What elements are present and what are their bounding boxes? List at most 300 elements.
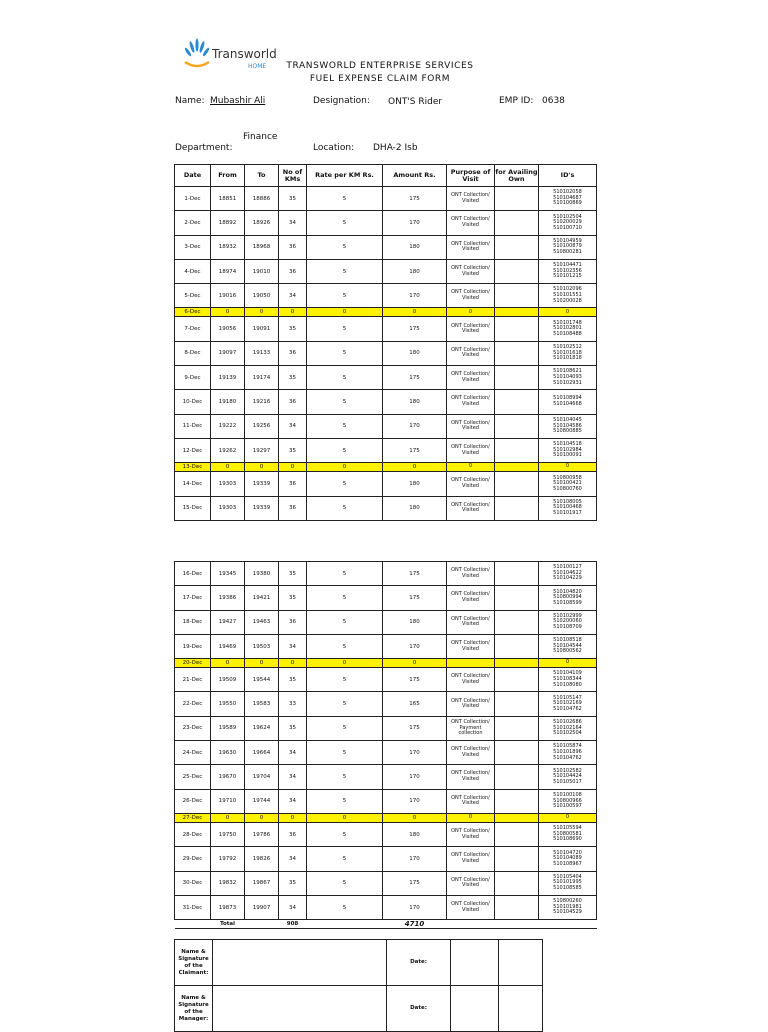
cell-date: 11-Dec <box>175 414 211 438</box>
table-row <box>175 847 597 871</box>
cell-date: 1-Dec <box>175 187 211 211</box>
cell-ids: 510102058 510104687 510100869 <box>539 187 597 211</box>
cell-own <box>495 586 539 610</box>
cell-ids: 510105874 510101896 510104762 <box>539 741 597 765</box>
cell-own <box>495 765 539 789</box>
cell-kms: 0 <box>279 308 307 317</box>
cell-rate: 5 <box>307 716 383 740</box>
cell-purpose: ONT Collection/ Visited <box>447 187 495 211</box>
cell-from: 0 <box>211 308 245 317</box>
cell-to: 19297 <box>245 438 279 462</box>
cell-rate: 5 <box>307 284 383 308</box>
cell-rate: 5 <box>307 789 383 813</box>
cell-from: 19180 <box>211 390 245 414</box>
cell-ids: 510102512 510101618 510101818 <box>539 341 597 365</box>
claimant-signature-row <box>175 940 543 986</box>
table-row <box>175 496 597 520</box>
table-1-body <box>175 187 597 521</box>
cell-amount: 170 <box>383 284 447 308</box>
cell-amount: 180 <box>383 496 447 520</box>
cell-to: 19174 <box>245 366 279 390</box>
cell-purpose: ONT Collection/ Visited <box>447 562 495 586</box>
cell-amount: 175 <box>383 586 447 610</box>
cell-own <box>495 822 539 846</box>
cell-rate: 5 <box>307 341 383 365</box>
cell-date: 14-Dec <box>175 472 211 496</box>
cell-purpose <box>447 659 495 668</box>
table-row <box>175 366 597 390</box>
manager-signature-field[interactable] <box>213 986 387 1032</box>
table-row <box>175 259 597 283</box>
table-row <box>175 765 597 789</box>
cell-from: 19630 <box>211 741 245 765</box>
cell-purpose: ONT Collection/ Visited <box>447 871 495 895</box>
cell-from: 18932 <box>211 235 245 259</box>
cell-purpose: ONT Collection/ Visited <box>447 789 495 813</box>
cell-kms: 36 <box>279 822 307 846</box>
cell-rate: 5 <box>307 496 383 520</box>
cell-rate: 5 <box>307 211 383 235</box>
table-row <box>175 235 597 259</box>
cell-amount: 180 <box>383 610 447 634</box>
cell-rate: 5 <box>307 822 383 846</box>
col-kms: No of KMs <box>279 165 307 187</box>
totals-row <box>175 920 597 929</box>
designation-label: Designation: <box>313 96 370 106</box>
cell-to: 0 <box>245 813 279 822</box>
cell-purpose: ONT Collection/ Visited <box>447 668 495 692</box>
cell-date: 17-Dec <box>175 586 211 610</box>
cell-purpose: ONT Collection/ Visited <box>447 366 495 390</box>
cell-amount: 175 <box>383 187 447 211</box>
cell-purpose: ONT Collection/ Visited <box>447 741 495 765</box>
cell-to: 19867 <box>245 871 279 895</box>
cell-from: 19589 <box>211 716 245 740</box>
cell-ids: 510102504 510200029 510100710 <box>539 211 597 235</box>
table-row <box>175 692 597 716</box>
cell-from: 19710 <box>211 789 245 813</box>
total-kms: 908 <box>279 920 307 929</box>
cell-ids: 510100127 510104622 510104229 <box>539 562 597 586</box>
cell-amount: 170 <box>383 741 447 765</box>
cell-rate: 5 <box>307 235 383 259</box>
cell-rate: 5 <box>307 668 383 692</box>
cell-from: 19222 <box>211 414 245 438</box>
table-row <box>175 211 597 235</box>
cell-amount: 170 <box>383 634 447 658</box>
cell-purpose: ONT Collection/ Visited <box>447 765 495 789</box>
emp-id-label: EMP ID: <box>499 96 534 106</box>
cell-date: 25-Dec <box>175 765 211 789</box>
table-row <box>175 822 597 846</box>
col-date: Date <box>175 165 211 187</box>
cell-from: 18892 <box>211 211 245 235</box>
col-own: for Availing Own <box>495 165 539 187</box>
cell-ids: 0 <box>539 659 597 668</box>
cell-to: 19133 <box>245 341 279 365</box>
cell-to: 0 <box>245 659 279 668</box>
cell-own <box>495 668 539 692</box>
cell-rate: 5 <box>307 871 383 895</box>
cell-kms: 35 <box>279 187 307 211</box>
form-title: FUEL EXPENSE CLAIM FORM <box>309 74 451 84</box>
cell-purpose: ONT Collection/ Visited <box>447 822 495 846</box>
cell-kms: 36 <box>279 390 307 414</box>
cell-own <box>495 366 539 390</box>
cell-kms: 35 <box>279 562 307 586</box>
cell-to: 19544 <box>245 668 279 692</box>
cell-to: 18886 <box>245 187 279 211</box>
cell-ids: 510104518 510102984 510100091 <box>539 438 597 462</box>
table-row <box>175 438 597 462</box>
cell-to: 19583 <box>245 692 279 716</box>
cell-own <box>495 259 539 283</box>
cell-rate: 0 <box>307 813 383 822</box>
cell-ids: 510104471 510102356 510101215 <box>539 259 597 283</box>
table-row <box>175 463 597 472</box>
table-2-body <box>175 562 597 920</box>
cell-ids: 510108994 510104668 <box>539 390 597 414</box>
cell-ids: 510102582 510104424 510105017 <box>539 765 597 789</box>
cell-kms: 36 <box>279 235 307 259</box>
cell-purpose: ONT Collection/ Visited <box>447 438 495 462</box>
manager-date-label: Date: <box>387 986 451 1032</box>
cell-rate: 5 <box>307 847 383 871</box>
cell-ids: 510104959 510100879 510800281 <box>539 235 597 259</box>
cell-rate: 5 <box>307 366 383 390</box>
cell-amount: 170 <box>383 211 447 235</box>
cell-from: 19139 <box>211 366 245 390</box>
table-row <box>175 586 597 610</box>
cell-own <box>495 414 539 438</box>
cell-purpose: ONT Collection/ Visited <box>447 692 495 716</box>
cell-amount: 165 <box>383 692 447 716</box>
cell-from: 19303 <box>211 472 245 496</box>
cell-rate: 0 <box>307 659 383 668</box>
table-row <box>175 789 597 813</box>
cell-amount: 175 <box>383 716 447 740</box>
cell-rate: 0 <box>307 308 383 317</box>
cell-rate: 5 <box>307 259 383 283</box>
cell-to: 0 <box>245 308 279 317</box>
cell-date: 8-Dec <box>175 341 211 365</box>
cell-own <box>495 659 539 668</box>
cell-ids: 510101748 510102801 510108488 <box>539 317 597 341</box>
table-row <box>175 341 597 365</box>
cell-to: 18968 <box>245 235 279 259</box>
cell-kms: 0 <box>279 659 307 668</box>
cell-from: 19016 <box>211 284 245 308</box>
table-row <box>175 187 597 211</box>
cell-from: 19750 <box>211 822 245 846</box>
cell-purpose: ONT Collection/ Visited <box>447 414 495 438</box>
cell-date: 31-Dec <box>175 895 211 919</box>
cell-to: 19826 <box>245 847 279 871</box>
cell-date: 15-Dec <box>175 496 211 520</box>
table-row <box>175 317 597 341</box>
cell-kms: 34 <box>279 765 307 789</box>
cell-date: 5-Dec <box>175 284 211 308</box>
cell-own <box>495 390 539 414</box>
cell-kms: 34 <box>279 284 307 308</box>
cell-rate: 0 <box>307 463 383 472</box>
cell-rate: 5 <box>307 634 383 658</box>
cell-ids: 510108518 510104544 510800562 <box>539 634 597 658</box>
cell-kms: 34 <box>279 211 307 235</box>
cell-from: 19427 <box>211 610 245 634</box>
cell-date: 20-Dec <box>175 659 211 668</box>
table-row <box>175 414 597 438</box>
cell-purpose: 0 <box>447 813 495 822</box>
cell-purpose: ONT Collection/ Visited <box>447 895 495 919</box>
cell-kms: 35 <box>279 871 307 895</box>
cell-own <box>495 789 539 813</box>
cell-amount: 180 <box>383 822 447 846</box>
cell-amount: 175 <box>383 438 447 462</box>
cell-date: 12-Dec <box>175 438 211 462</box>
cell-to: 19664 <box>245 741 279 765</box>
cell-to: 19421 <box>245 586 279 610</box>
cell-to: 19704 <box>245 765 279 789</box>
cell-kms: 34 <box>279 789 307 813</box>
cell-ids: 510105404 510101995 510108585 <box>539 871 597 895</box>
cell-amount: 170 <box>383 895 447 919</box>
col-amount: Amount Rs. <box>383 165 447 187</box>
cell-ids: 510800958 510100421 510800760 <box>539 472 597 496</box>
cell-amount: 175 <box>383 366 447 390</box>
cell-date: 18-Dec <box>175 610 211 634</box>
cell-to: 19463 <box>245 610 279 634</box>
cell-purpose: ONT Collection/ Visited <box>447 496 495 520</box>
cell-amount: 170 <box>383 847 447 871</box>
cell-amount: 170 <box>383 765 447 789</box>
cell-purpose: ONT Collection/ Visited <box>447 610 495 634</box>
cell-kms: 36 <box>279 341 307 365</box>
cell-date: 10-Dec <box>175 390 211 414</box>
table-row <box>175 284 597 308</box>
cell-own <box>495 895 539 919</box>
location-label: Location: <box>313 143 355 153</box>
cell-own <box>495 634 539 658</box>
table-row <box>175 895 597 919</box>
cell-ids: 510100108 510800966 510100597 <box>539 789 597 813</box>
cell-to: 19216 <box>245 390 279 414</box>
cell-date: 24-Dec <box>175 741 211 765</box>
cell-from: 19509 <box>211 668 245 692</box>
cell-rate: 5 <box>307 414 383 438</box>
cell-ids: 510102686 510102164 510102504 <box>539 716 597 740</box>
cell-date: 22-Dec <box>175 692 211 716</box>
col-from: From <box>211 165 245 187</box>
cell-ids: 510108621 510104093 510102931 <box>539 366 597 390</box>
cell-kms: 34 <box>279 741 307 765</box>
designation-value: ONT'S Rider <box>388 97 443 107</box>
cell-date: 4-Dec <box>175 259 211 283</box>
cell-purpose: ONT Collection/ Visited <box>447 211 495 235</box>
cell-date: 28-Dec <box>175 822 211 846</box>
cell-from: 19670 <box>211 765 245 789</box>
cell-from: 0 <box>211 659 245 668</box>
cell-from: 19345 <box>211 562 245 586</box>
cell-kms: 35 <box>279 668 307 692</box>
cell-own <box>495 463 539 472</box>
cell-own <box>495 562 539 586</box>
cell-rate: 5 <box>307 586 383 610</box>
cell-purpose: ONT Collection/ Payment collection <box>447 716 495 740</box>
table-row <box>175 390 597 414</box>
cell-amount: 175 <box>383 871 447 895</box>
cell-kms: 33 <box>279 692 307 716</box>
fuel-claim-table-1 <box>174 164 597 521</box>
cell-date: 16-Dec <box>175 562 211 586</box>
cell-own <box>495 341 539 365</box>
cell-from: 0 <box>211 463 245 472</box>
cell-rate: 5 <box>307 472 383 496</box>
cell-kms: 0 <box>279 463 307 472</box>
cell-amount: 0 <box>383 813 447 822</box>
cell-from: 19469 <box>211 634 245 658</box>
cell-own <box>495 235 539 259</box>
cell-from: 18974 <box>211 259 245 283</box>
cell-from: 19386 <box>211 586 245 610</box>
cell-own <box>495 284 539 308</box>
cell-date: 26-Dec <box>175 789 211 813</box>
cell-date: 9-Dec <box>175 366 211 390</box>
location-value: DHA-2 Isb <box>373 143 418 153</box>
cell-to: 19010 <box>245 259 279 283</box>
cell-ids: 510105147 510102169 510104762 <box>539 692 597 716</box>
cell-kms: 35 <box>279 366 307 390</box>
cell-kms: 35 <box>279 438 307 462</box>
cell-own <box>495 692 539 716</box>
cell-purpose: ONT Collection/ Visited <box>447 634 495 658</box>
total-amount: 4710 <box>383 920 447 929</box>
cell-from: 19097 <box>211 341 245 365</box>
col-to: To <box>245 165 279 187</box>
cell-amount: 180 <box>383 235 447 259</box>
cell-rate: 5 <box>307 390 383 414</box>
cell-own <box>495 317 539 341</box>
cell-kms: 34 <box>279 414 307 438</box>
total-label: Total <box>211 920 245 929</box>
cell-to: 19786 <box>245 822 279 846</box>
name-value: Mubashir Ali <box>210 96 266 106</box>
cell-to: 19744 <box>245 789 279 813</box>
cell-date: 30-Dec <box>175 871 211 895</box>
cell-rate: 5 <box>307 765 383 789</box>
cell-kms: 36 <box>279 259 307 283</box>
cell-amount: 175 <box>383 317 447 341</box>
cell-kms: 36 <box>279 472 307 496</box>
cell-to: 18926 <box>245 211 279 235</box>
cell-amount: 175 <box>383 562 447 586</box>
cell-to: 19380 <box>245 562 279 586</box>
cell-amount: 170 <box>383 414 447 438</box>
cell-date: 7-Dec <box>175 317 211 341</box>
cell-from: 19262 <box>211 438 245 462</box>
claimant-signature-field[interactable] <box>213 940 387 986</box>
department-label: Department: <box>175 143 233 153</box>
cell-purpose: ONT Collection/ Visited <box>447 472 495 496</box>
cell-to: 19256 <box>245 414 279 438</box>
cell-ids: 510102999 510200060 510108709 <box>539 610 597 634</box>
cell-own <box>495 496 539 520</box>
table-row <box>175 610 597 634</box>
cell-from: 19832 <box>211 871 245 895</box>
cell-purpose: 0 <box>447 463 495 472</box>
cell-date: 21-Dec <box>175 668 211 692</box>
table-row <box>175 659 597 668</box>
cell-purpose: ONT Collection/ Visited <box>447 586 495 610</box>
cell-from: 19550 <box>211 692 245 716</box>
cell-purpose: 0 <box>447 308 495 317</box>
cell-purpose: ONT Collection/ Visited <box>447 847 495 871</box>
cell-own <box>495 610 539 634</box>
cell-own <box>495 716 539 740</box>
cell-date: 23-Dec <box>175 716 211 740</box>
cell-rate: 5 <box>307 692 383 716</box>
claimant-date-field[interactable] <box>451 940 499 986</box>
cell-date: 27-Dec <box>175 813 211 822</box>
cell-from: 19873 <box>211 895 245 919</box>
manager-date-field[interactable] <box>451 986 499 1032</box>
cell-own <box>495 211 539 235</box>
cell-kms: 36 <box>279 610 307 634</box>
col-ids: ID's <box>539 165 597 187</box>
manager-label: Name & Signature of the Manager: <box>175 986 213 1032</box>
cell-own <box>495 813 539 822</box>
cell-date: 19-Dec <box>175 634 211 658</box>
fuel-claim-table-2 <box>174 561 597 929</box>
name-label: Name: <box>175 96 205 106</box>
cell-ids: 510108005 510100468 510101917 <box>539 496 597 520</box>
cell-purpose: ONT Collection/ Visited <box>447 341 495 365</box>
cell-own <box>495 438 539 462</box>
cell-rate: 5 <box>307 187 383 211</box>
brand-sub: HOME <box>248 63 267 70</box>
cell-purpose: ONT Collection/ Visited <box>447 317 495 341</box>
cell-rate: 5 <box>307 317 383 341</box>
cell-amount: 180 <box>383 259 447 283</box>
cell-from: 19792 <box>211 847 245 871</box>
table-row <box>175 741 597 765</box>
cell-kms: 35 <box>279 586 307 610</box>
cell-to: 19907 <box>245 895 279 919</box>
table-row <box>175 668 597 692</box>
emp-id-value: 0638 <box>542 96 565 106</box>
cell-purpose: ONT Collection/ Visited <box>447 284 495 308</box>
cell-kms: 35 <box>279 317 307 341</box>
cell-from: 18851 <box>211 187 245 211</box>
col-purpose: Purpose of Visit <box>447 165 495 187</box>
table-row <box>175 871 597 895</box>
cell-kms: 34 <box>279 847 307 871</box>
cell-own <box>495 308 539 317</box>
cell-ids: 510102096 510101551 510200028 <box>539 284 597 308</box>
cell-to: 19050 <box>245 284 279 308</box>
claimant-label: Name & Signature of the Claimant: <box>175 940 213 986</box>
cell-kms: 0 <box>279 813 307 822</box>
cell-own <box>495 741 539 765</box>
cell-rate: 5 <box>307 741 383 765</box>
cell-date: 3-Dec <box>175 235 211 259</box>
cell-date: 6-Dec <box>175 308 211 317</box>
cell-own <box>495 847 539 871</box>
cell-kms: 36 <box>279 496 307 520</box>
cell-rate: 5 <box>307 438 383 462</box>
table-row <box>175 472 597 496</box>
cell-kms: 34 <box>279 634 307 658</box>
